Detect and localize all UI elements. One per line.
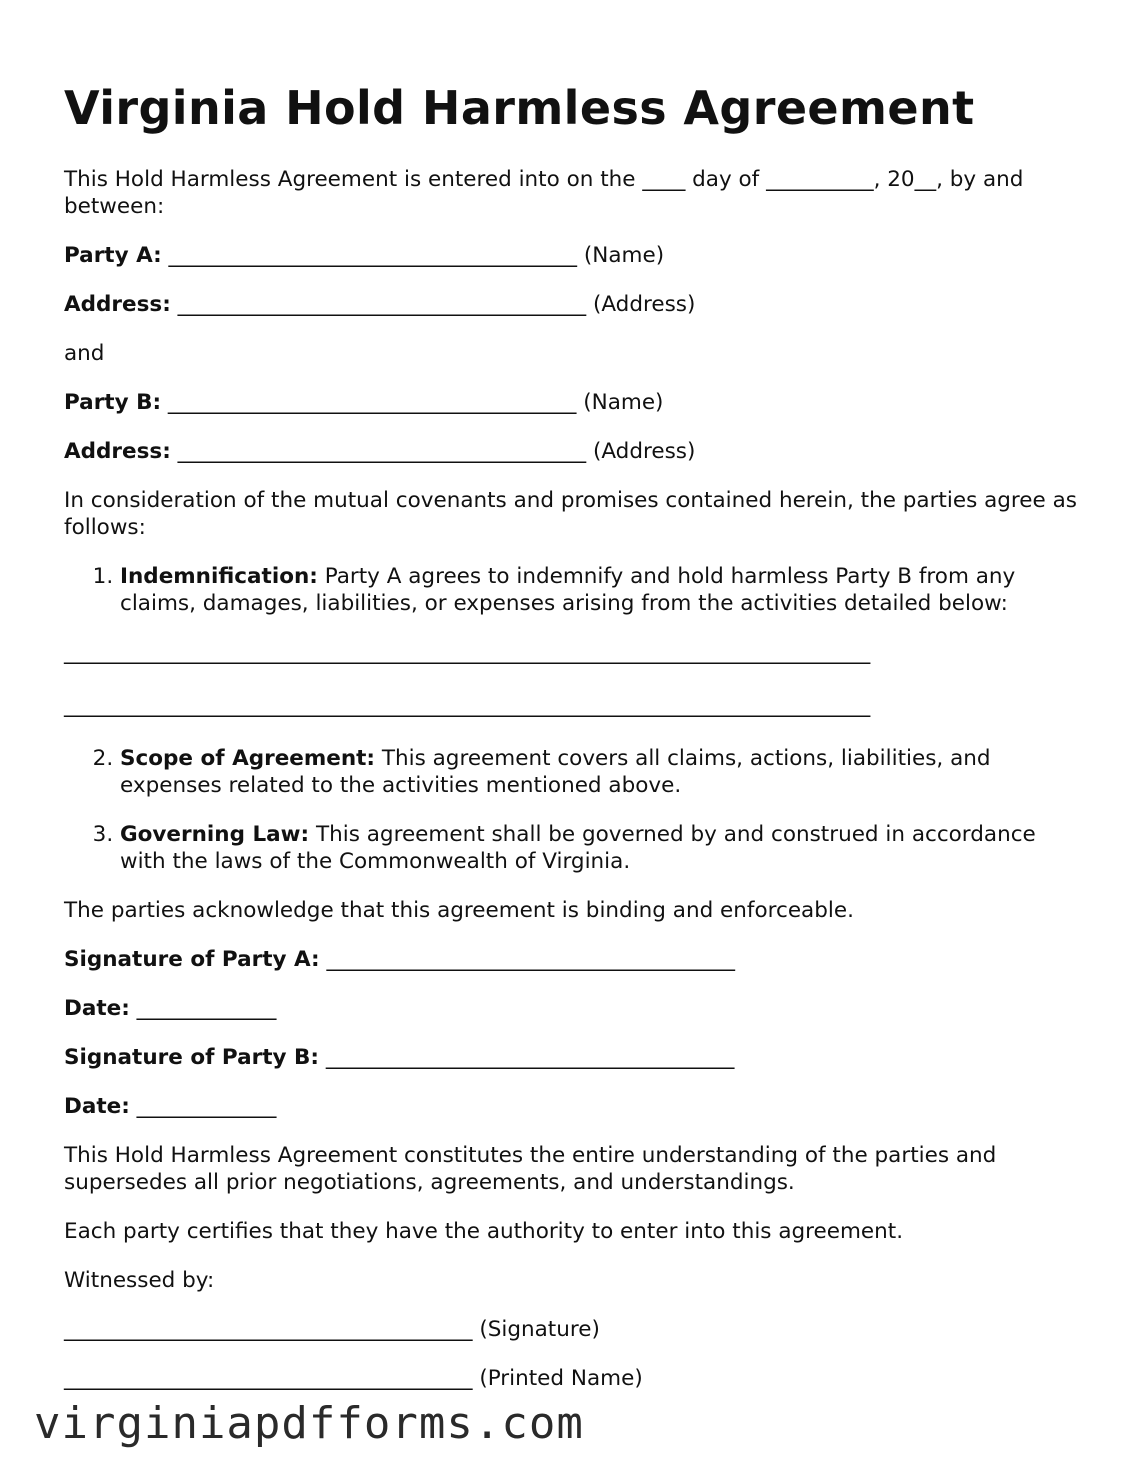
activity-line: ___________________________________________________________________________ — [64, 640, 871, 665]
date-b-line: _____________ — [129, 1094, 277, 1119]
clause-title: Scope of Agreement: — [120, 746, 376, 771]
clause-list-1 — [64, 563, 1084, 617]
party-b-name-line: ______________________________________ (Name) — [161, 390, 664, 415]
party-a-label: Party A: — [64, 243, 162, 268]
witness-printed-name-line: ______________________________________ (Printed Name) — [64, 1366, 643, 1391]
party-b-address-label: Address: — [64, 439, 171, 464]
clause-scope — [120, 745, 1084, 799]
activity-line: ___________________________________________________________________________ — [64, 693, 871, 718]
document-title: Virginia Hold Harmless Agreement — [64, 81, 975, 135]
witness-signature-line: ______________________________________ (Signature) — [64, 1317, 600, 1342]
intro-paragraph: This Hold Harmless Agreement is entered into on the ____ day of __________, 20__, by and between: — [64, 167, 1024, 219]
signature-a-row — [64, 946, 1084, 973]
party-b-address-line: ______________________________________ (Address) — [170, 439, 696, 464]
clause-indemnification — [120, 563, 1084, 617]
clause-text: This agreement shall be governed by and construed in accordance with the laws of the Commonwealth of Virginia. — [120, 822, 1036, 874]
consideration-paragraph: In consideration of the mutual covenants and promises contained herein, the parties agree as follows: — [64, 488, 1077, 540]
clause-title: Governing Law: — [120, 822, 310, 847]
signature-a-line: ______________________________________ — [319, 947, 735, 972]
acknowledge-paragraph: The parties acknowledge that this agreement is binding and enforceable. — [64, 898, 854, 923]
signature-b-line: ______________________________________ — [318, 1045, 735, 1070]
date-b-label: Date: — [64, 1094, 130, 1119]
and-text: and — [64, 341, 105, 366]
clause-text: This agreement covers all claims, actions, liabilities, and expenses related to the activities mentioned above. — [120, 746, 991, 798]
party-b-address-row — [64, 438, 1084, 465]
witnessed-by-label: Witnessed by: — [64, 1268, 215, 1293]
party-b-label: Party B: — [64, 390, 162, 415]
authority-paragraph: Each party certifies that they have the authority to enter into this agreement. — [64, 1219, 904, 1244]
signature-b-label: Signature of Party B: — [64, 1045, 319, 1070]
party-b-name-row — [64, 389, 1084, 416]
party-a-address-label: Address: — [64, 292, 171, 317]
date-b-row — [64, 1093, 1084, 1120]
clause-title: Indemnification: — [120, 564, 318, 589]
party-a-name-row — [64, 242, 1084, 269]
entire-understanding-paragraph: This Hold Harmless Agreement constitutes the entire understanding of the parties and supersedes all prior negotiations, agreements, and understandings. — [64, 1143, 997, 1195]
watermark: virginiapdfforms.com — [34, 1398, 584, 1449]
signature-b-row — [64, 1044, 1084, 1071]
signature-a-label: Signature of Party A: — [64, 947, 320, 972]
date-a-label: Date: — [64, 996, 130, 1021]
party-a-name-line: ______________________________________ (Name) — [161, 243, 665, 268]
document-page — [64, 80, 1084, 1414]
clause-governing-law — [120, 821, 1084, 875]
clause-list-2 — [64, 745, 1084, 875]
clause-text: Party A agrees to indemnify and hold harmless Party B from any claims, damages, liabilities, or expenses arising from the activities detailed below: — [120, 564, 1016, 616]
party-a-address-row — [64, 291, 1084, 318]
date-a-line: _____________ — [129, 996, 277, 1021]
date-a-row — [64, 995, 1084, 1022]
party-a-address-line: ______________________________________ (Address) — [170, 292, 696, 317]
